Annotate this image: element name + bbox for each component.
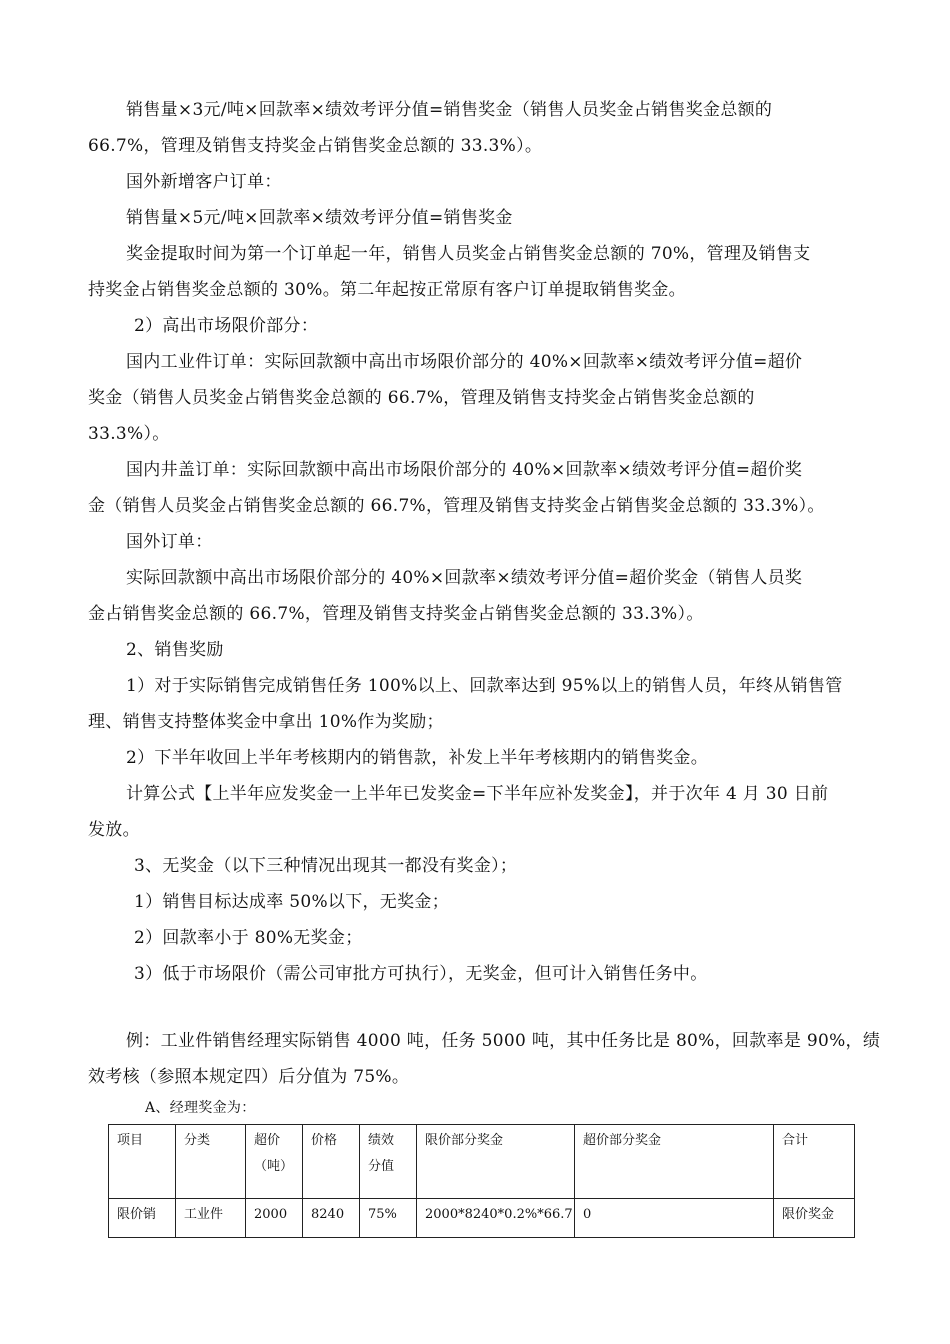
paragraph-line: 效考核（参照本规定四）后分值为 75%。: [88, 1067, 410, 1087]
header-cell: 价格: [303, 1125, 360, 1199]
paragraph-line: 持奖金占销售奖金总额的 30%。第二年起按正常原有客户订单提取销售奖金。: [88, 280, 686, 300]
paragraph-line: 奖金（销售人员奖金占销售奖金总额的 66.7%，管理及销售支持奖金占销售奖金总额的: [88, 388, 755, 408]
bonus-table: [108, 1124, 855, 1238]
header-cell: 项目: [109, 1125, 176, 1199]
paragraph-line: 国外新增客户订单：: [126, 172, 282, 192]
paragraph-line: 金（销售人员奖金占销售奖金总额的 66.7%，管理及销售支持奖金占销售奖金总额的 33.3%）。: [88, 496, 825, 516]
paragraph-line: 金占销售奖金总额的 66.7%，管理及销售支持奖金占销售奖金总额的 33.3%）。: [88, 604, 704, 624]
header-cell: 合计: [774, 1125, 855, 1199]
table-cell: 限价奖金: [774, 1199, 855, 1238]
paragraph-line: 奖金提取时间为第一个订单起一年，销售人员奖金占销售奖金总额的 70%，管理及销售支: [126, 244, 811, 264]
paragraph-line: 1）对于实际销售完成销售任务 100%以上、回款率达到 95%以上的销售人员，年终从销售管: [126, 676, 843, 696]
table-header-row: [109, 1125, 855, 1199]
paragraph-line: 1）销售目标达成率 50%以下，无奖金；: [134, 892, 450, 912]
section-heading: 3、无奖金（以下三种情况出现其一都没有奖金）；: [134, 856, 518, 876]
paragraph-line: 2）回款率小于 80%无奖金；: [134, 928, 363, 948]
table-cell: 75%: [360, 1199, 417, 1238]
table-cell: 0: [575, 1199, 774, 1238]
header-cell-second-line: 分值: [368, 1159, 395, 1174]
header-cell: 超价部分奖金: [575, 1125, 774, 1199]
paragraph-line: 国内工业件订单：实际回款额中高出市场限价部分的 40%×回款率×绩效考评分值=超价: [126, 352, 803, 372]
header-cell: 绩效 分值: [360, 1125, 417, 1199]
paragraph-line: 66.7%，管理及销售支持奖金占销售奖金总额的 33.3%）。: [88, 136, 543, 156]
header-cell: 超价 （吨）: [246, 1125, 303, 1199]
paragraph-line: 销售量×5元/吨×回款率×绩效考评分值=销售奖金: [126, 208, 513, 228]
paragraph-line: 例：工业件销售经理实际销售 4000 吨，任务 5000 吨，其中任务比是 80%，回款率是 90%，绩: [126, 1031, 881, 1051]
header-cell: 分类: [176, 1125, 246, 1199]
table-caption: A、经理奖金为：: [145, 1100, 256, 1116]
paragraph-line: 33.3%）。: [88, 424, 170, 444]
table-row: [109, 1199, 855, 1238]
header-cell: 限价部分奖金: [417, 1125, 575, 1199]
section-heading: 2）高出市场限价部分：: [134, 316, 319, 336]
table-cell: 2000: [246, 1199, 303, 1238]
paragraph-line: 国外订单：: [126, 532, 213, 552]
table-cell: 工业件: [176, 1199, 246, 1238]
paragraph-line: 3）低于市场限价（需公司审批方可执行），无奖金，但可计入销售任务中。: [134, 964, 708, 984]
paragraph-line: 2）下半年收回上半年考核期内的销售款，补发上半年考核期内的销售奖金。: [126, 748, 709, 768]
paragraph-line: 国内井盖订单：实际回款额中高出市场限价部分的 40%×回款率×绩效考评分值=超价奖: [126, 460, 803, 480]
table-cell: 限价销: [109, 1199, 176, 1238]
section-heading: 2、销售奖励: [126, 640, 224, 660]
paragraph-line: 理、销售支持整体奖金中拿出 10%作为奖励；: [88, 712, 444, 732]
paragraph-line: 计算公式【上半年应发奖金一上半年已发奖金=下半年应补发奖金】，并于次年 4 月 30 日前: [126, 784, 829, 804]
paragraph-line: 实际回款额中高出市场限价部分的 40%×回款率×绩效考评分值=超价奖金（销售人员奖: [126, 568, 803, 588]
table-cell: 8240: [303, 1199, 360, 1238]
paragraph-line: 销售量×3元/吨×回款率×绩效考评分值=销售奖金（销售人员奖金占销售奖金总额的: [126, 100, 773, 120]
paragraph-line: 发放。: [88, 820, 140, 840]
header-cell-second-line: （吨）: [254, 1159, 294, 1174]
table-cell: 2000*8240*0.2%*66.7: [417, 1199, 575, 1238]
